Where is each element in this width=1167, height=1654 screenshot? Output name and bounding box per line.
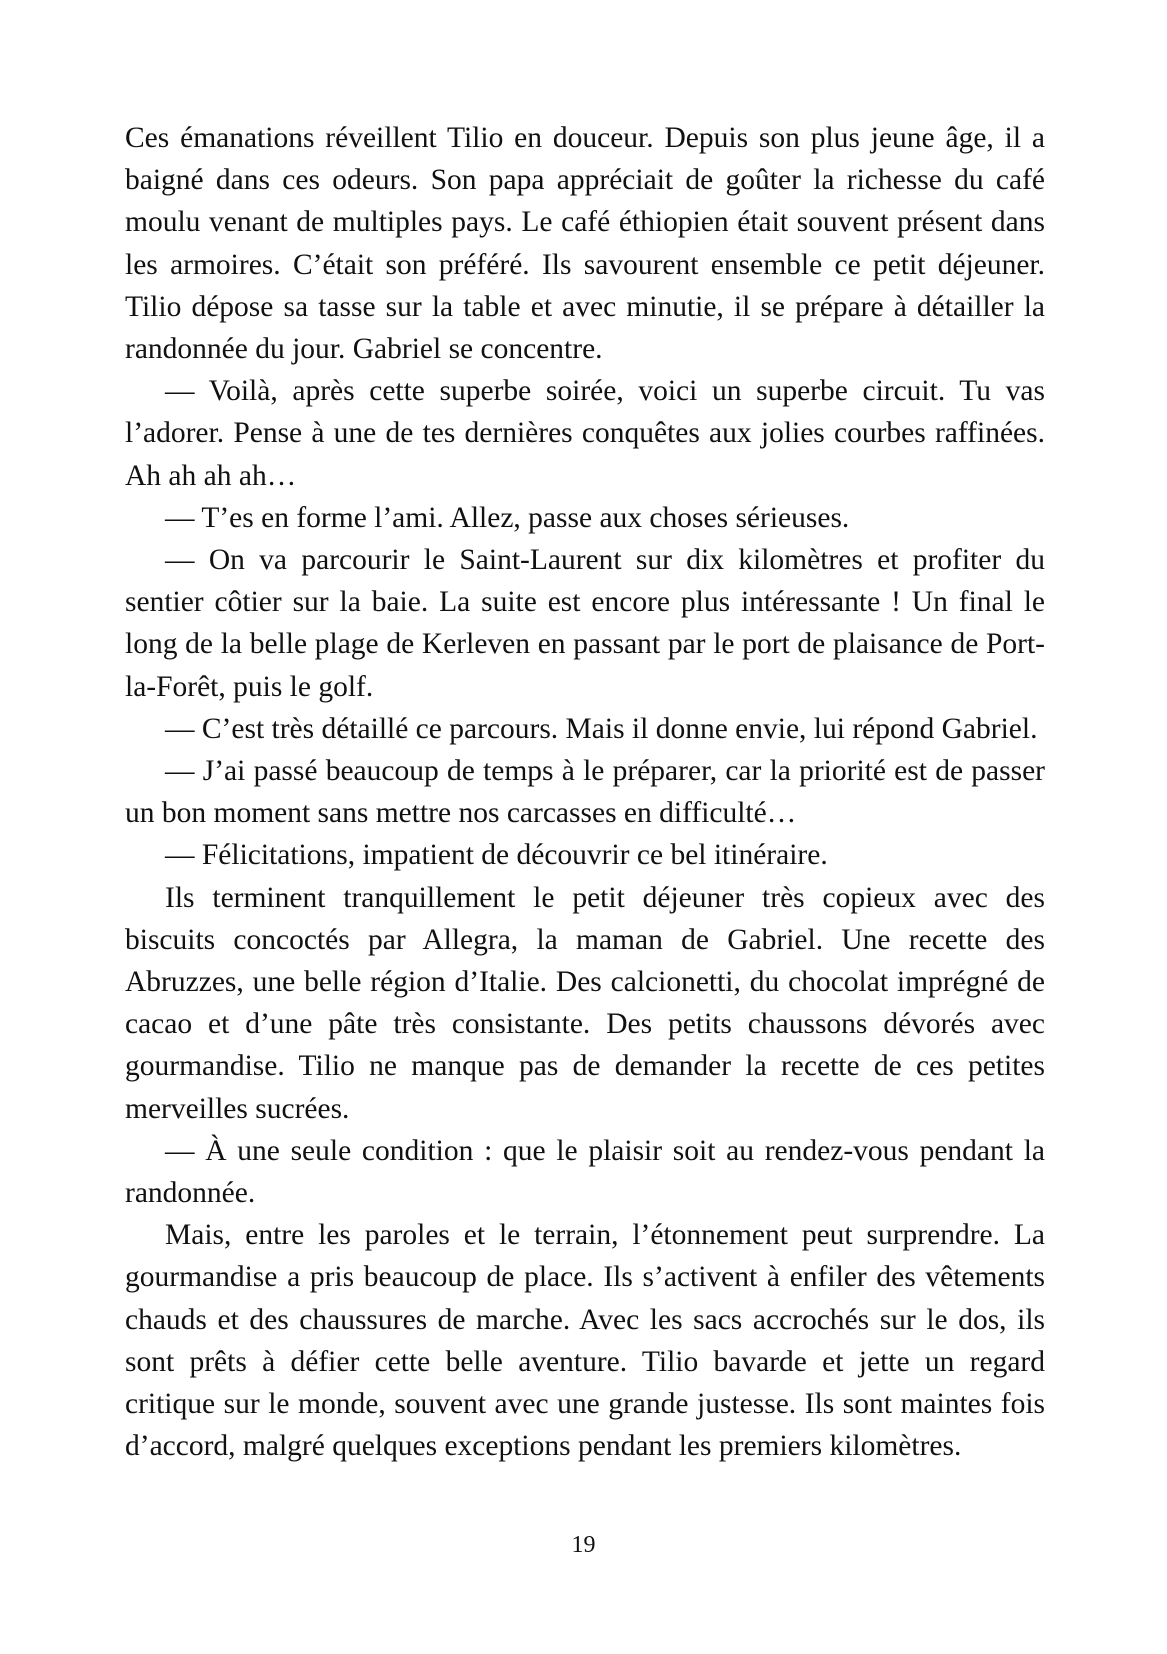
dialogue-paragraph: — Voilà, après cette superbe soirée, voici un superbe circuit. Tu vas l’adorer. Pense à une de tes dernières conquêtes aux jolies courbes raffinées. Ah ah ah ah… xyxy=(125,375,1045,492)
page-body xyxy=(125,117,1045,1468)
dialogue-paragraph: — Félicitations, impatient de découvrir ce bel itinéraire. xyxy=(165,839,828,872)
dialogue-paragraph: — À une seule condition : que le plaisir soit au rendez-vous pendant la randonnée. xyxy=(125,1134,1045,1210)
dialogue-paragraph: — T’es en forme l’ami. Allez, passe aux choses sérieuses. xyxy=(165,501,850,534)
dialogue-paragraph: — On va parcourir le Saint-Laurent sur dix kilomètres et profiter du sentier côtier sur la baie. La suite est encore plus intéressante ! Un final le long de la belle plage de Kerleven en passant par le port de plaisance de Port-la-Forêt, puis le golf. xyxy=(125,544,1045,703)
paragraph: Ces émanations réveillent Tilio en douceur. Depuis son plus jeune âge, il a baigné dans ces odeurs. Son papa appréciait de goûter la richesse du café moulu venant de multiples pays. Le café éthiopien était souvent présent dans les armoires. C’était son préféré. Ils savourent ensemble ce petit déjeuner. Tilio dépose sa tasse sur la table et avec minutie, il se prépare à détailler la randonnée du jour. Gabriel se concentre. xyxy=(125,122,1045,366)
dialogue-paragraph: — C’est très détaillé ce parcours. Mais il donne envie, lui répond Gabriel. xyxy=(165,712,1038,745)
dialogue-paragraph: — J’ai passé beaucoup de temps à le préparer, car la priorité est de passer un bon moment sans mettre nos carcasses en difficulté… xyxy=(125,755,1045,830)
paragraph: Ils terminent tranquillement le petit déjeuner très copieux avec des biscuits concoctés par Allegra, la maman de Gabriel. Une recette des Abruzzes, une belle région d’Italie. Des calcionetti, du chocolat imprégné de cacao et d’une pâte très consistante. Des petits chaussons dévorés avec gourmandise. Tilio ne manque pas de demander la recette de ces petites merveilles sucrées. xyxy=(125,881,1045,1125)
page-number: 19 xyxy=(571,1532,596,1558)
paragraph: Mais, entre les paroles et le terrain, l’étonnement peut surprendre. La gourmandise a pris beaucoup de place. Ils s’activent à enfiler des vêtements chauds et des chaussures de marche. Avec les sacs accrochés sur le dos, ils sont prêts à défier cette belle aventure. Tilio bavarde et jette un regard critique sur le monde, souvent avec une grande justesse. Ils sont maintes fois d’accord, malgré quelques exceptions pendant les premiers kilomètres. xyxy=(125,1219,1045,1463)
